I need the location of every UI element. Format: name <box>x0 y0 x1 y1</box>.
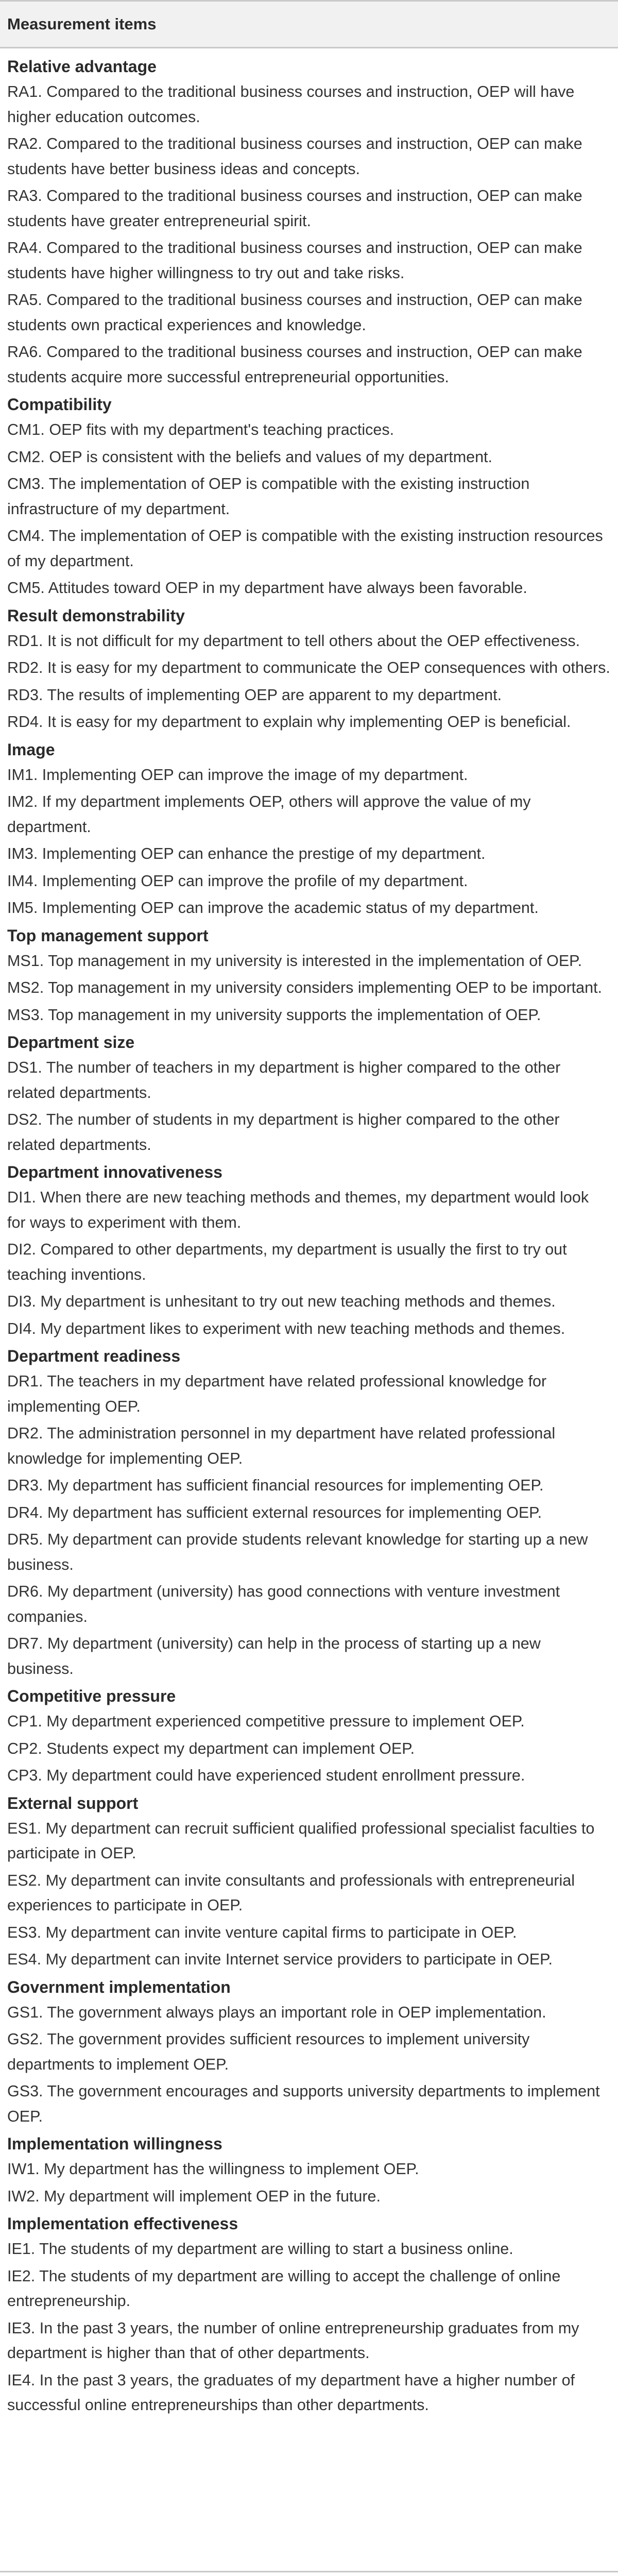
measurement-item: RD2. It is easy for my department to communicate the OEP consequences with others. <box>7 659 610 676</box>
measurement-item: MS3. Top management in my university supports the implementation of OEP. <box>7 1006 541 1024</box>
measurement-item: IE4. In the past 3 years, the graduates of my department have a higher number of successful online entrepreneurships than other departments. <box>7 2371 575 2414</box>
section-title: Compatibility <box>7 395 112 414</box>
measurement-item: RD4. It is easy for my department to explain why implementing OEP is beneficial. <box>7 713 571 731</box>
measurement-item: CM2. OEP is consistent with the beliefs and values of my department. <box>7 448 493 466</box>
measurement-item: ES4. My department can invite Internet service providers to participate in OEP. <box>7 1951 553 1968</box>
measurement-item: DI2. Compared to other departments, my department is usually the first to try out teaching inventions. <box>7 1241 567 1283</box>
measurement-item: RA1. Compared to the traditional business courses and instruction, OEP will have higher education outcomes. <box>7 83 575 126</box>
measurement-item: IM1. Implementing OEP can improve the image of my department. <box>7 766 468 784</box>
measurement-item: DI1. When there are new teaching methods and themes, my department would look for ways to experiment with them. <box>7 1189 589 1231</box>
measurement-item: MS2. Top management in my university considers implementing OEP to be important. <box>7 979 603 996</box>
measurement-item: ES3. My department can invite venture capital firms to participate in OEP. <box>7 1923 517 1941</box>
section <box>0 1683 618 1790</box>
measurement-item: ES2. My department can invite consultants and professionals with entrepreneurial experiences to participate in OEP. <box>7 1871 575 1914</box>
section <box>0 1974 618 2131</box>
measurement-item: DI4. My department likes to experiment with new teaching methods and themes. <box>7 1319 565 1337</box>
measurement-item: IE1. The students of my department are willing to start a business online. <box>7 2240 513 2258</box>
section <box>0 54 618 392</box>
section-title: Result demonstrability <box>7 606 185 625</box>
section-title: Image <box>7 740 55 759</box>
section-title: Implementation effectiveness <box>7 2214 238 2233</box>
table-body <box>0 48 618 2420</box>
measurement-item: DR2. The administration personnel in my department have related professional knowledge for implementing OEP. <box>7 1425 556 1467</box>
section <box>0 392 618 603</box>
measurement-item: DR3. My department has sufficient financial resources for implementing OEP. <box>7 1477 544 1494</box>
measurement-item: DR1. The teachers in my department have related professional knowledge for implementing OEP. <box>7 1372 547 1415</box>
section-title: External support <box>7 1793 139 1812</box>
measurement-item: DR6. My department (university) has good connections with venture investment companies. <box>7 1583 560 1625</box>
section-title: Relative advantage <box>7 57 157 76</box>
measurement-item: RA5. Compared to the traditional business courses and instruction, OEP can make students own practical experiences and knowledge. <box>7 291 582 334</box>
section <box>0 1343 618 1683</box>
measurement-item: CM5. Attitudes toward OEP in my department have always been favorable. <box>7 579 527 597</box>
measurement-item: CP1. My department experienced competitive pressure to implement OEP. <box>7 1713 525 1730</box>
measurement-item: RA4. Compared to the traditional business courses and instruction, OEP can make students have higher willingness to try out and take risks. <box>7 239 582 282</box>
measurement-item: IM4. Implementing OEP can improve the profile of my department. <box>7 872 468 890</box>
section <box>0 2211 618 2420</box>
measurement-item: IM5. Implementing OEP can improve the academic status of my department. <box>7 899 539 917</box>
measurement-item: DR5. My department can provide students relevant knowledge for starting up a new business. <box>7 1531 588 1573</box>
section-title: Department readiness <box>7 1347 181 1365</box>
section-title: Top management support <box>7 926 209 945</box>
measurement-item: DR4. My department has sufficient external resources for implementing OEP. <box>7 1503 542 1521</box>
measurement-item: DI3. My department is unhesitant to try out new teaching methods and themes. <box>7 1293 556 1310</box>
section <box>0 1029 618 1159</box>
measurement-item: DS2. The number of students in my department is higher compared to the other related departments. <box>7 1111 560 1154</box>
table-header-label: Measurement items <box>7 15 157 33</box>
measurement-item: CP2. Students expect my department can implement OEP. <box>7 1739 415 1757</box>
bottom-rule <box>0 2571 618 2572</box>
section <box>0 603 618 737</box>
measurement-item: GS1. The government always plays an important role in OEP implementation. <box>7 2003 546 2021</box>
section-title: Department innovativeness <box>7 1163 222 1181</box>
measurement-item: IW2. My department will implement OEP in the future. <box>7 2187 381 2205</box>
measurement-item: IE2. The students of my department are willing to accept the challenge of online entrepreneurship. <box>7 2267 561 2310</box>
measurement-item: MS1. Top management in my university is interested in the implementation of OEP. <box>7 952 582 970</box>
measurement-item: GS3. The government encourages and supports university departments to implement OEP. <box>7 2082 600 2125</box>
section <box>0 1790 618 1974</box>
measurement-item: DR7. My department (university) can help in the process of starting up a new business. <box>7 1635 541 1677</box>
measurement-item: RA6. Compared to the traditional business courses and instruction, OEP can make students acquire more successful entrepreneurial opportunities. <box>7 343 582 386</box>
section-title: Competitive pressure <box>7 1687 176 1705</box>
section-title: Department size <box>7 1033 135 1052</box>
section <box>0 1159 618 1343</box>
measurement-item: CP3. My department could have experienced student enrollment pressure. <box>7 1767 525 1784</box>
section <box>0 737 618 923</box>
measurement-item: CM4. The implementation of OEP is compatible with the existing instruction resources of my department. <box>7 527 603 570</box>
measurement-item: RD3. The results of implementing OEP are apparent to my department. <box>7 686 502 704</box>
measurement-item: IM3. Implementing OEP can enhance the prestige of my department. <box>7 845 486 862</box>
measurement-item: IW1. My department has the willingness to implement OEP. <box>7 2160 419 2178</box>
measurement-item: IE3. In the past 3 years, the number of online entrepreneurship graduates from my department is higher than that of other departments. <box>7 2319 579 2362</box>
measurement-item: RA2. Compared to the traditional business courses and instruction, OEP can make students have better business ideas and concepts. <box>7 135 582 178</box>
measurement-item: RA3. Compared to the traditional business courses and instruction, OEP can make students have greater entrepreneurial spirit. <box>7 187 582 230</box>
section <box>0 923 618 1030</box>
measurement-item: GS2. The government provides sufficient resources to implement university departments to implement OEP. <box>7 2030 530 2073</box>
table-header <box>0 2 618 48</box>
section-title: Implementation willingness <box>7 2134 222 2153</box>
measurement-item: IM2. If my department implements OEP, others will approve the value of my department. <box>7 793 531 836</box>
measurement-item: CM1. OEP fits with my department's teaching practices. <box>7 421 394 438</box>
measurement-item: DS1. The number of teachers in my department is higher compared to the other related departments. <box>7 1059 561 1101</box>
measurement-item: ES1. My department can recruit sufficient qualified professional specialist faculties to participate in OEP. <box>7 1819 595 1862</box>
section <box>0 2131 618 2211</box>
measurement-item: CM3. The implementation of OEP is compatible with the existing instruction infrastructure of my department. <box>7 475 530 518</box>
section-title: Government implementation <box>7 1977 231 1996</box>
measurement-item: RD1. It is not difficult for my department to tell others about the OEP effectiveness. <box>7 632 580 650</box>
